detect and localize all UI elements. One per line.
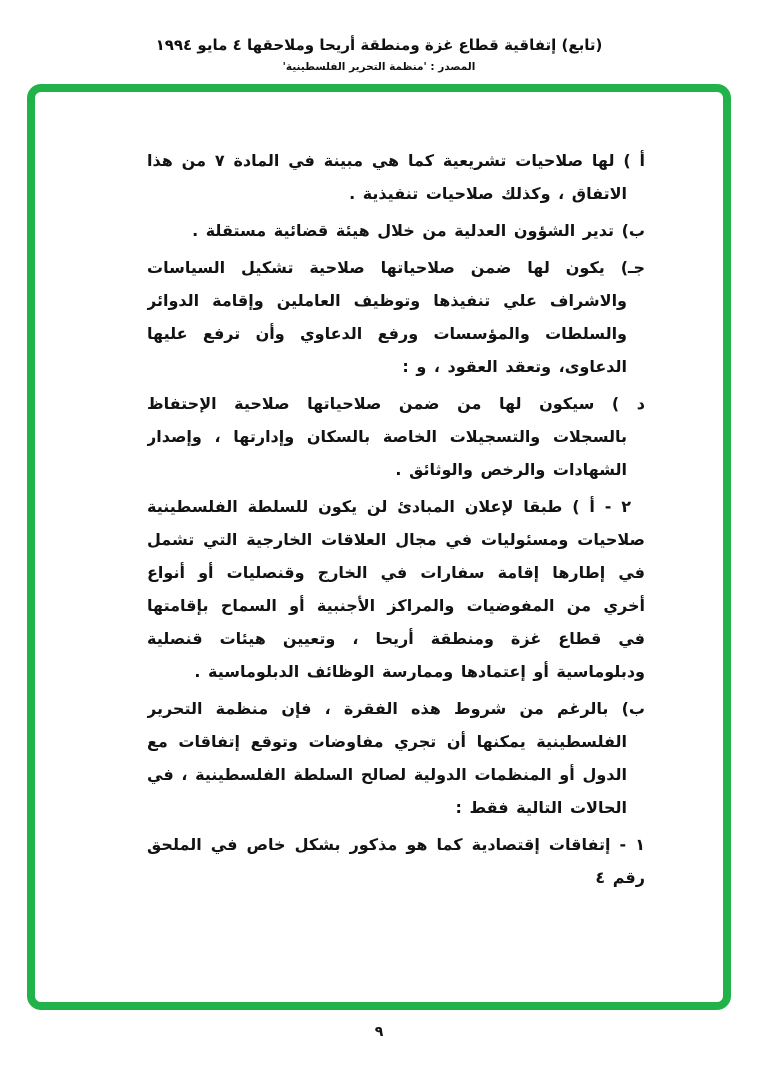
- green-border-frame: [27, 84, 731, 1010]
- clause-item-1: ١ - إتفاقات إقتصادية كما هو مذكور بشكل خاص في الملحق رقم ٤: [147, 835, 645, 887]
- clause-d: د ) سيكون لها من ضمن صلاحياتها صلاحية الإحتفاظ بالسجلات والتسجيلات الخاصة بالسكان وإدارتها ، وإصدار الشهادات والرخص والوثائق .: [147, 394, 645, 479]
- clause-b-2: ب) بالرغم من شروط هذه الفقرة ، فإن منظمة التحرير الفلسطينية يمكنها أن تجري مفاوضات وتوقع إتفاقات مع الدول أو المنظمات الدولية لصالح السلطة الفلسطينية ، في الحالات التالية فقط :: [147, 699, 645, 817]
- page-number: ٩: [374, 1024, 384, 1040]
- clause-a: أ ) لها صلاحيات تشريعية كما هي مبينة في المادة ٧ من هذا الاتفاق ، وكذلك صلاحيات تنفيذية .: [147, 151, 645, 203]
- document-title: (تابع) إتفاقية قطاع غزة ومنطقة أريحا وملاحقها ٤ مايو ١٩٩٤: [155, 36, 603, 54]
- document-header: [0, 36, 758, 73]
- clause-2-a: ٢ - أ ) طبقا لإعلان المبادئ لن يكون للسلطة الفلسطينية صلاحيات ومسئوليات في مجال العلاقات الخارجية التي تشمل في إطارها إقامة سفارات في الخارج وقنصليات أو أنواع أخري من المفوضيات والمراكز الأجنبية أو السماح بإقامتها في قطاع غزة ومنطقة أريحا ، وتعيين هيئات قنصلية ودبلوماسية أو إعتمادها وممارسة الوظائف الدبلوماسية .: [147, 497, 645, 681]
- document-body-text: [147, 144, 645, 898]
- clause-b: ب) تدير الشؤون العدلية من خلال هيئة قضائية مستقلة .: [192, 221, 645, 240]
- clause-j: جـ) يكون لها ضمن صلاحياتها صلاحية تشكيل السياسات والاشراف علي تنفيذها وتوظيف العاملين وإقامة الدوائر والسلطات والمؤسسات ورفع الدعاوي وأن ترفع عليها الدعاوى، وتعقد العقود ، و :: [147, 258, 645, 376]
- document-source-line: المصدر : 'منظمة التحرير الفلسطينية': [282, 61, 476, 73]
